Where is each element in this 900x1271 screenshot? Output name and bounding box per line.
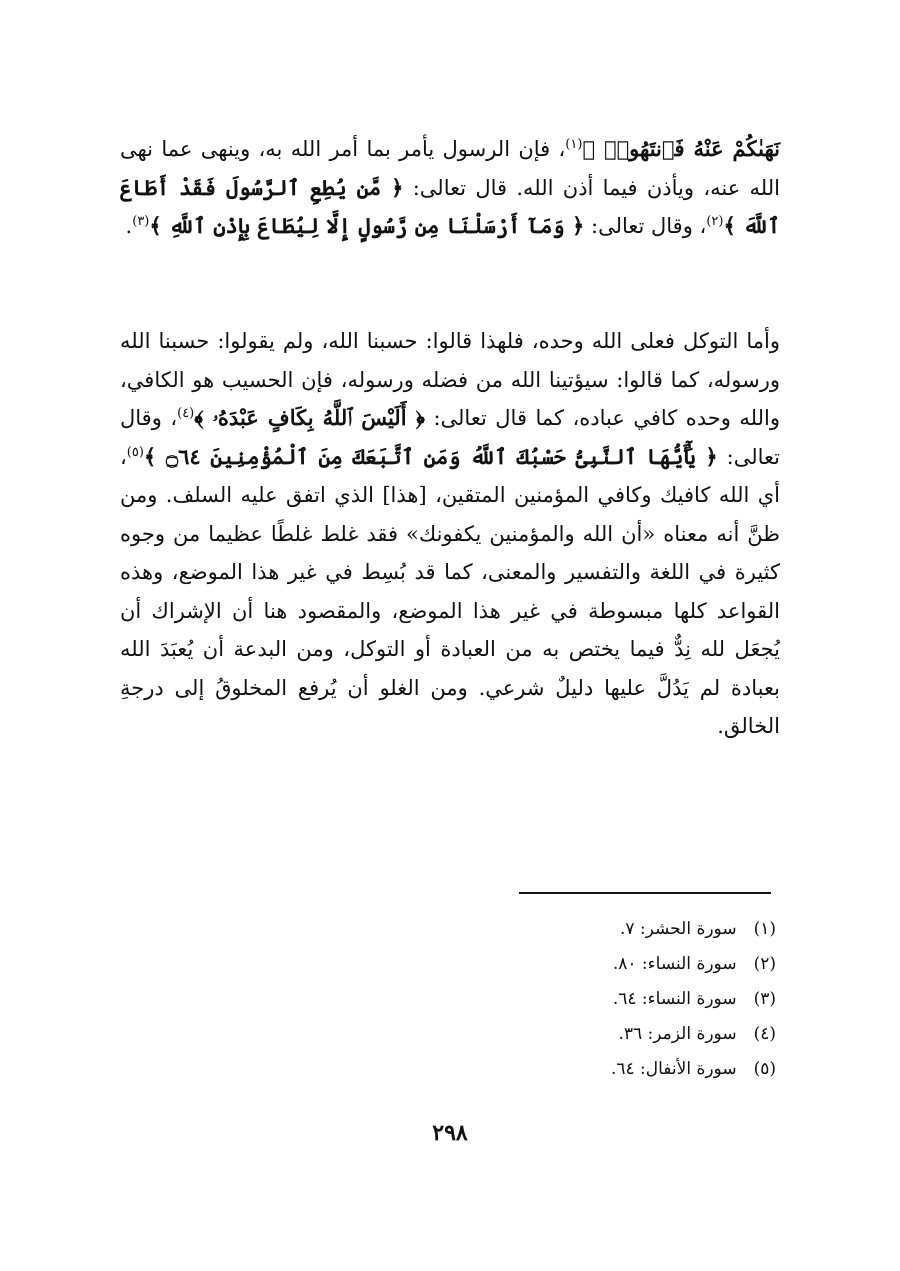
footnote-2 (376, 947, 776, 982)
footnote-ref: (٤) (177, 406, 195, 421)
quran-verse: ﴿ وَمَآ أَرْسَلْنَا مِن رَّسُولٍ إِلَّا لِيُطَاعَ بِإِذْنِ ٱللَّهِ ﴾ (149, 213, 585, 238)
paragraph-1 (120, 130, 780, 246)
quran-verse: ﴿ أَلَيْسَ ٱللَّهُ بِكَافٍ عَبْدَهُۥ ﴾ (194, 405, 425, 430)
footnote-ref: (٥) (126, 444, 144, 460)
body-text: ، أي الله كافيك وكافي المؤمنين المتقين، [هذا] الذي اتفق عليه السلف. ومن ظنَّ أنه معناه «أن الله والمؤمنين يكفونك» فقد غلط غلطًا عظيما من وجوه كثيرة في اللغة والتفسير والمعنى، كما قد بُسِط في غير هذا الموضع، وهذه القواعد كلها مبسوطة في غير هذا الموضع، والمقصود هنا أن الإشراك أن يُجعَل لله نِدٌّ فيما يختص به من العبادة أو التوكل، ومن البدعة أن يُعبَدَ الله بعبادة لم يَدُلَّ عليها دليلٌ شرعي. ومن الغلو أن يُرفع المخلوقُ إلى درجةِ الخالق. (120, 444, 780, 738)
footnote-divider (519, 892, 771, 894)
page-number: ٢٩٨ (432, 1120, 468, 1146)
footnote-number: (٢) (753, 954, 776, 974)
footnote-text: سورة الزمر: ٣٦. (618, 1024, 737, 1044)
quran-verse: نَهَىٰكُمْ عَنْهُ فَٱنتَهُوا۟ ﴾ (582, 136, 780, 161)
footnote-number: (٥) (753, 1059, 776, 1079)
body-text: ، وقال تعالى: (584, 214, 707, 238)
paragraph-2 (120, 322, 780, 746)
body-text: ، وقال تعالى: (120, 406, 780, 469)
footnote-5 (376, 1052, 776, 1087)
footnote-1 (376, 912, 776, 947)
footnote-text: سورة النساء: ٦٤. (612, 989, 737, 1009)
footnote-ref: (١) (565, 137, 583, 152)
footnote-text: سورة الحشر: ٧. (619, 919, 737, 939)
footnote-3 (376, 982, 776, 1017)
footnote-4 (376, 1017, 776, 1052)
footnote-ref: (٢) (706, 214, 724, 229)
quran-verse: ﴿ مَّن يُطِعِ ٱلرَّسُولَ فَقَدْ أَطَاعَ ٱللَّهَ ﴾ (120, 174, 780, 238)
body-text: وأما التوكل فعلى الله وحده، فلهذا قالوا: حسبنا الله، ولم يقولوا: حسبنا الله ورسوله، كما قالوا: سيؤتينا الله من فضله ورسوله، فإن الحسيب هو الكافي، والله وحده كافي عباده، كما قال تعالى: (120, 329, 780, 430)
footnote-number: (٤) (753, 1024, 776, 1044)
body-text: . (125, 214, 133, 238)
footnote-number: (١) (753, 919, 776, 939)
footnote-text: سورة النساء: ٨٠. (612, 954, 737, 974)
footnotes (376, 912, 776, 1087)
footnote-ref: (٣) (132, 214, 150, 229)
quran-verse: ﴿ يَٰٓأَيُّهَا ٱلنَّبِىُّ حَسْبُكَ ٱللَّهُ وَمَنِ ٱتَّبَعَكَ مِنَ ٱلْمُؤْمِنِينَ ۝٦٤ ﴾ (143, 443, 718, 469)
body-text: ، فإن الرسول يأمر بما أمر الله به، وينهى عما نهى الله عنه، ويأذن فيما أذن الله. قال تعالى: (120, 137, 780, 200)
footnote-text: سورة الأنفال: ٦٤. (610, 1059, 737, 1079)
footnote-number: (٣) (753, 989, 776, 1009)
